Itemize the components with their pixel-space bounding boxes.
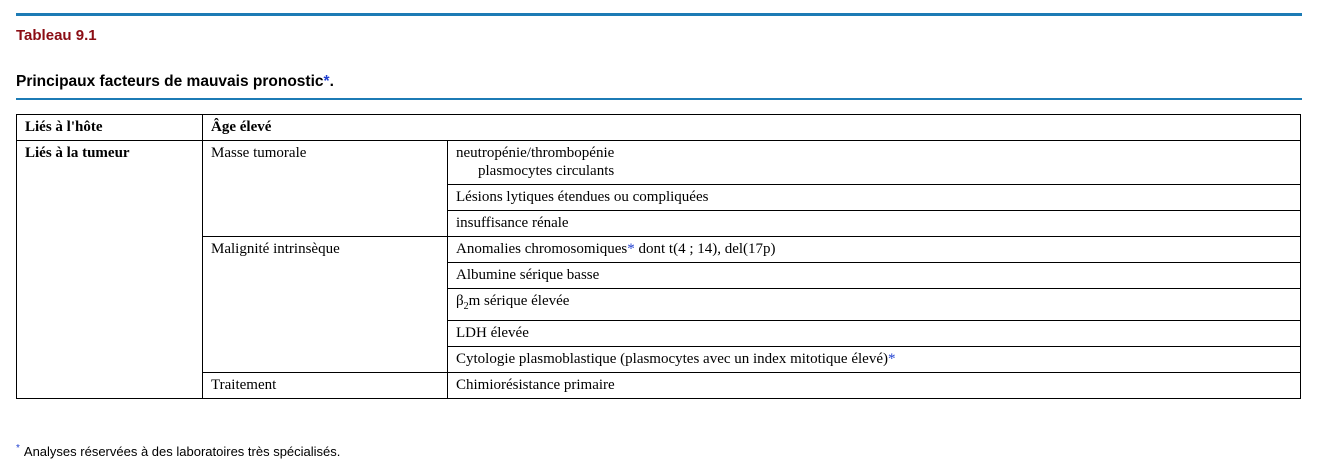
factor-cell: Lésions lytiques étendues ou compliquées bbox=[448, 185, 1301, 211]
factor-cell bbox=[448, 347, 1301, 373]
footnote-mark: * bbox=[627, 241, 635, 257]
subscript-2: 2 bbox=[463, 301, 469, 312]
table-title: Principaux facteurs de mauvais pronostic*. bbox=[16, 73, 334, 90]
prognostic-factors-table bbox=[16, 114, 1301, 399]
factor-cell: Chimiorésistance primaire bbox=[448, 373, 1301, 399]
factor-age: Âge élevé bbox=[203, 115, 1301, 141]
factor-cell: insuffisance rénale bbox=[448, 211, 1301, 237]
footnote-mark: * bbox=[16, 443, 20, 454]
table-row bbox=[17, 373, 1301, 399]
beta-symbol: β bbox=[456, 293, 464, 309]
table-row bbox=[17, 141, 1301, 185]
factor-cell bbox=[448, 237, 1301, 263]
subcategory-malignite: Malignité intrinsèque bbox=[203, 237, 448, 373]
table-title-text: Principaux facteurs de mauvais pronostic bbox=[16, 73, 324, 90]
factor-line-indented: plasmocytes circulants bbox=[478, 163, 615, 179]
footnote-mark: * bbox=[887, 351, 896, 367]
subcategory-traitement: Traitement bbox=[203, 373, 448, 399]
factor-cell bbox=[448, 289, 1301, 321]
category-host: Liés à l'hôte bbox=[17, 115, 203, 141]
factor-cell bbox=[448, 141, 1301, 185]
table-row bbox=[17, 237, 1301, 263]
factor-text: Cytologie plasmoblastique (plasmocytes avec un index mitotique élevé) bbox=[456, 351, 888, 367]
footnote-text: Analyses réservées à des laboratoires très spécialisés. bbox=[23, 444, 341, 459]
table-row-host bbox=[17, 115, 1301, 141]
category-tumor: Liés à la tumeur bbox=[17, 141, 203, 399]
factor-text: Anomalies chromosomiques bbox=[456, 241, 628, 257]
factor-text: m sérique élevée bbox=[468, 293, 570, 309]
top-rule bbox=[16, 13, 1302, 16]
factor-cell: Albumine sérique basse bbox=[448, 263, 1301, 289]
factor-line: neutropénie/thrombopénie bbox=[456, 145, 615, 161]
factor-cell: LDH élevée bbox=[448, 321, 1301, 347]
title-rule bbox=[16, 98, 1302, 100]
footnote bbox=[16, 444, 340, 459]
title-footnote-mark: * bbox=[323, 73, 330, 90]
subcategory-masse: Masse tumorale bbox=[203, 141, 448, 237]
factor-text: dont t(4 ; 14), del(17p) bbox=[638, 241, 776, 257]
table-number: Tableau 9.1 bbox=[16, 27, 97, 44]
